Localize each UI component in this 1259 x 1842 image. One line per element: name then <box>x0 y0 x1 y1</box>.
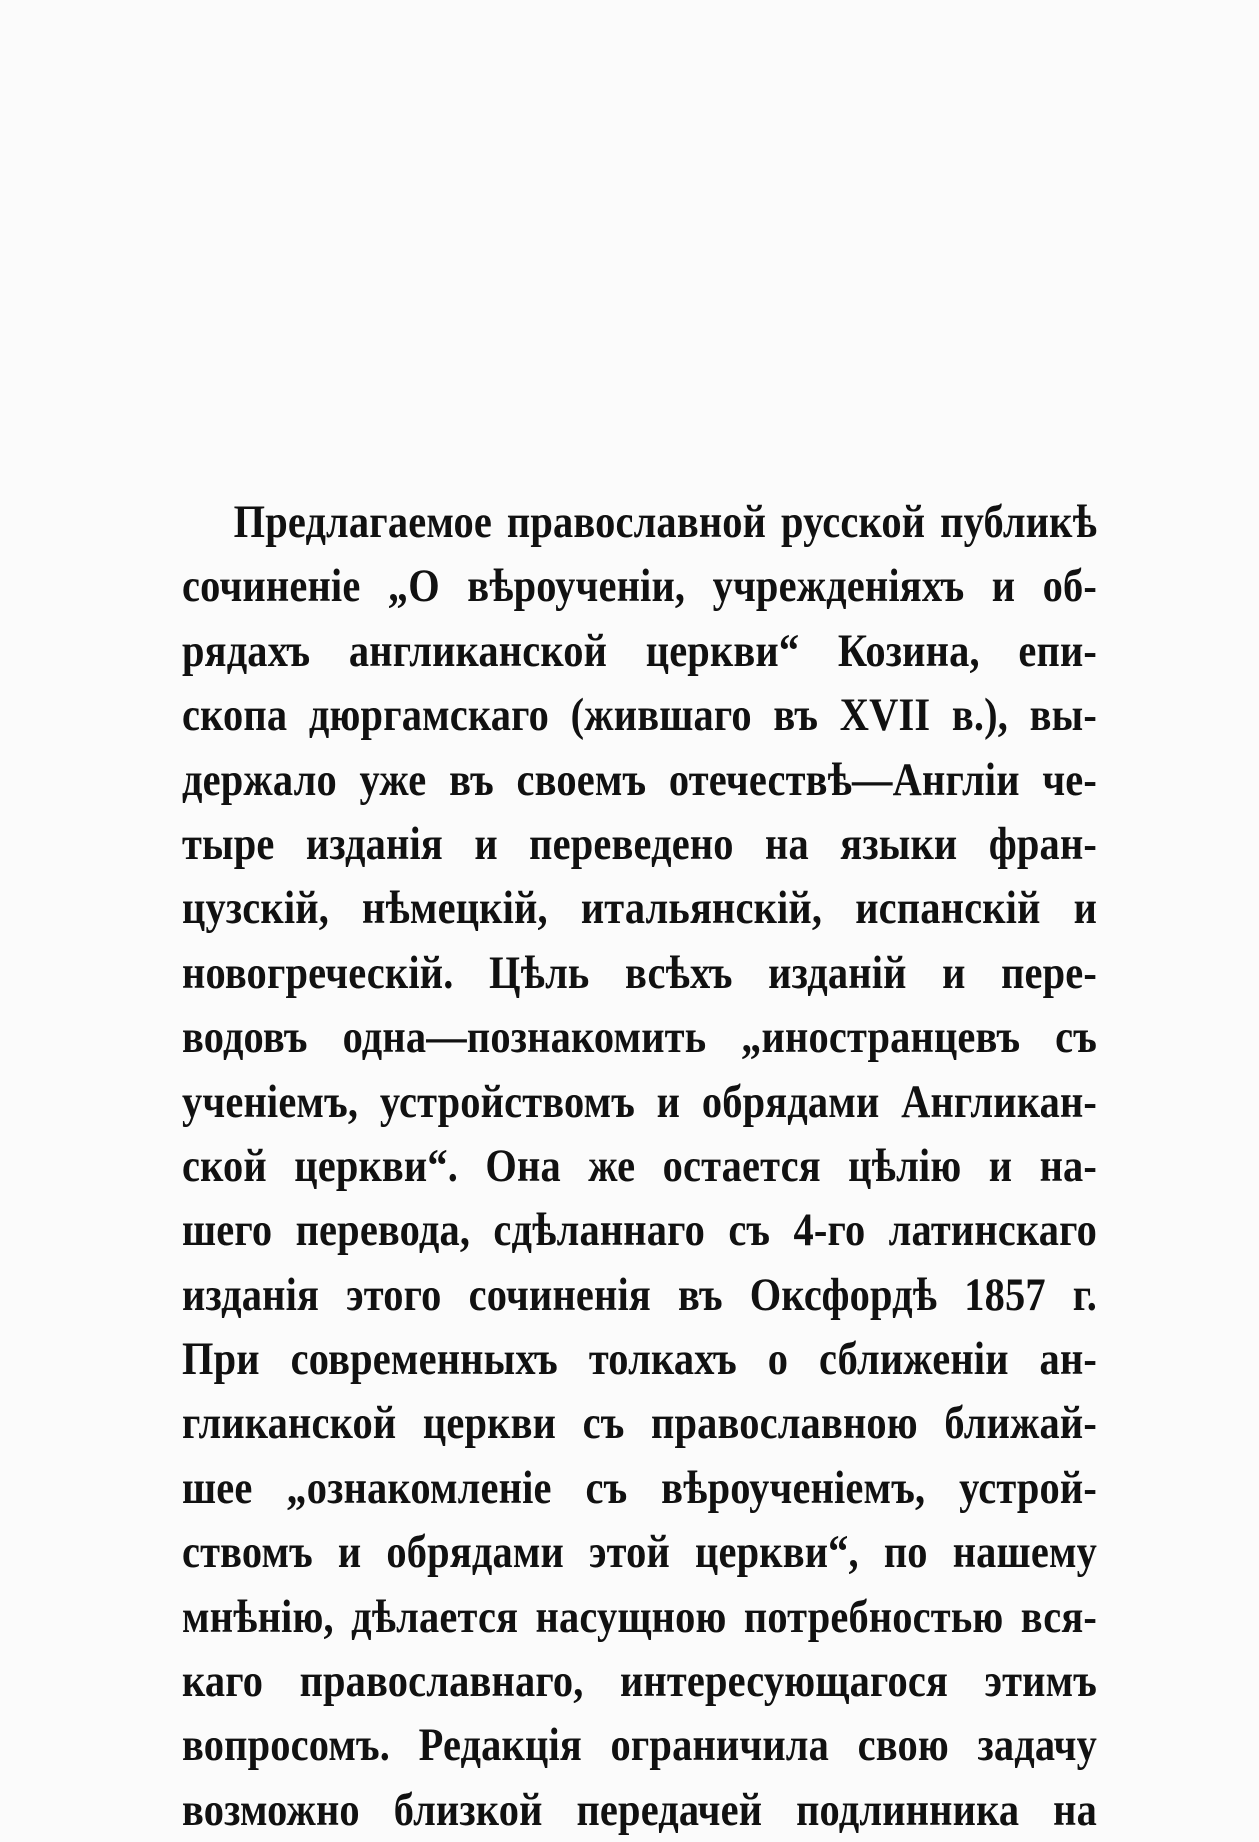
text-line: каго православнаго, интересующагося этимъ <box>182 1655 1098 1708</box>
text-line: вопросомъ. Редакція ограничила свою задачу <box>182 1719 1098 1772</box>
text-line: тыре изданія и переведено на языки фран- <box>182 817 1098 870</box>
text-line: водовъ одна—познакомить „иностранцевъ съ <box>182 1011 1098 1064</box>
text-line: шее „ознакомленіе съ вѣроученіемъ, устрой- <box>182 1461 1098 1514</box>
text-line: ствомъ и обрядами этой церкви“, по нашему <box>182 1526 1098 1579</box>
text-line: Предлагаемое православной русской публикѣ <box>233 496 1098 548</box>
text-line: изданія этого сочиненія въ Оксфордѣ 1857 г. <box>182 1268 1098 1321</box>
text-line: шего перевода, сдѣланнаго съ 4-го латинскаго <box>182 1204 1098 1257</box>
text-line: рядахъ англиканской церкви“ Козина, епи- <box>182 624 1098 677</box>
text-line: возможно близкой передачей подлинника на <box>182 1783 1098 1836</box>
text-line: держало уже въ своемъ отечествѣ—Англіи че- <box>182 753 1098 806</box>
text-line: гликанской церкви съ православною ближай- <box>182 1397 1098 1450</box>
text-line: сочиненіе „О вѣроученіи, учрежденіяхъ и об- <box>182 560 1098 613</box>
text-line: ской церкви“. Она же остается цѣлію и на- <box>182 1139 1098 1192</box>
text-line: мнѣнію, дѣлается насущною потребностью вся- <box>182 1590 1098 1643</box>
text-line: скопа дюргамскаго (жившаго въ XVII в.), вы- <box>182 689 1098 742</box>
paragraph <box>182 490 1097 1842</box>
text-line: новогреческій. Цѣль всѣхъ изданій и пере- <box>182 946 1098 999</box>
text-line: ученіемъ, устройствомъ и обрядами Англикан- <box>182 1075 1098 1128</box>
text-line: При современныхъ толкахъ о сближеніи ан- <box>182 1333 1098 1386</box>
text-line: цузскій, нѣмецкій, итальянскій, испанскій и <box>182 882 1098 935</box>
